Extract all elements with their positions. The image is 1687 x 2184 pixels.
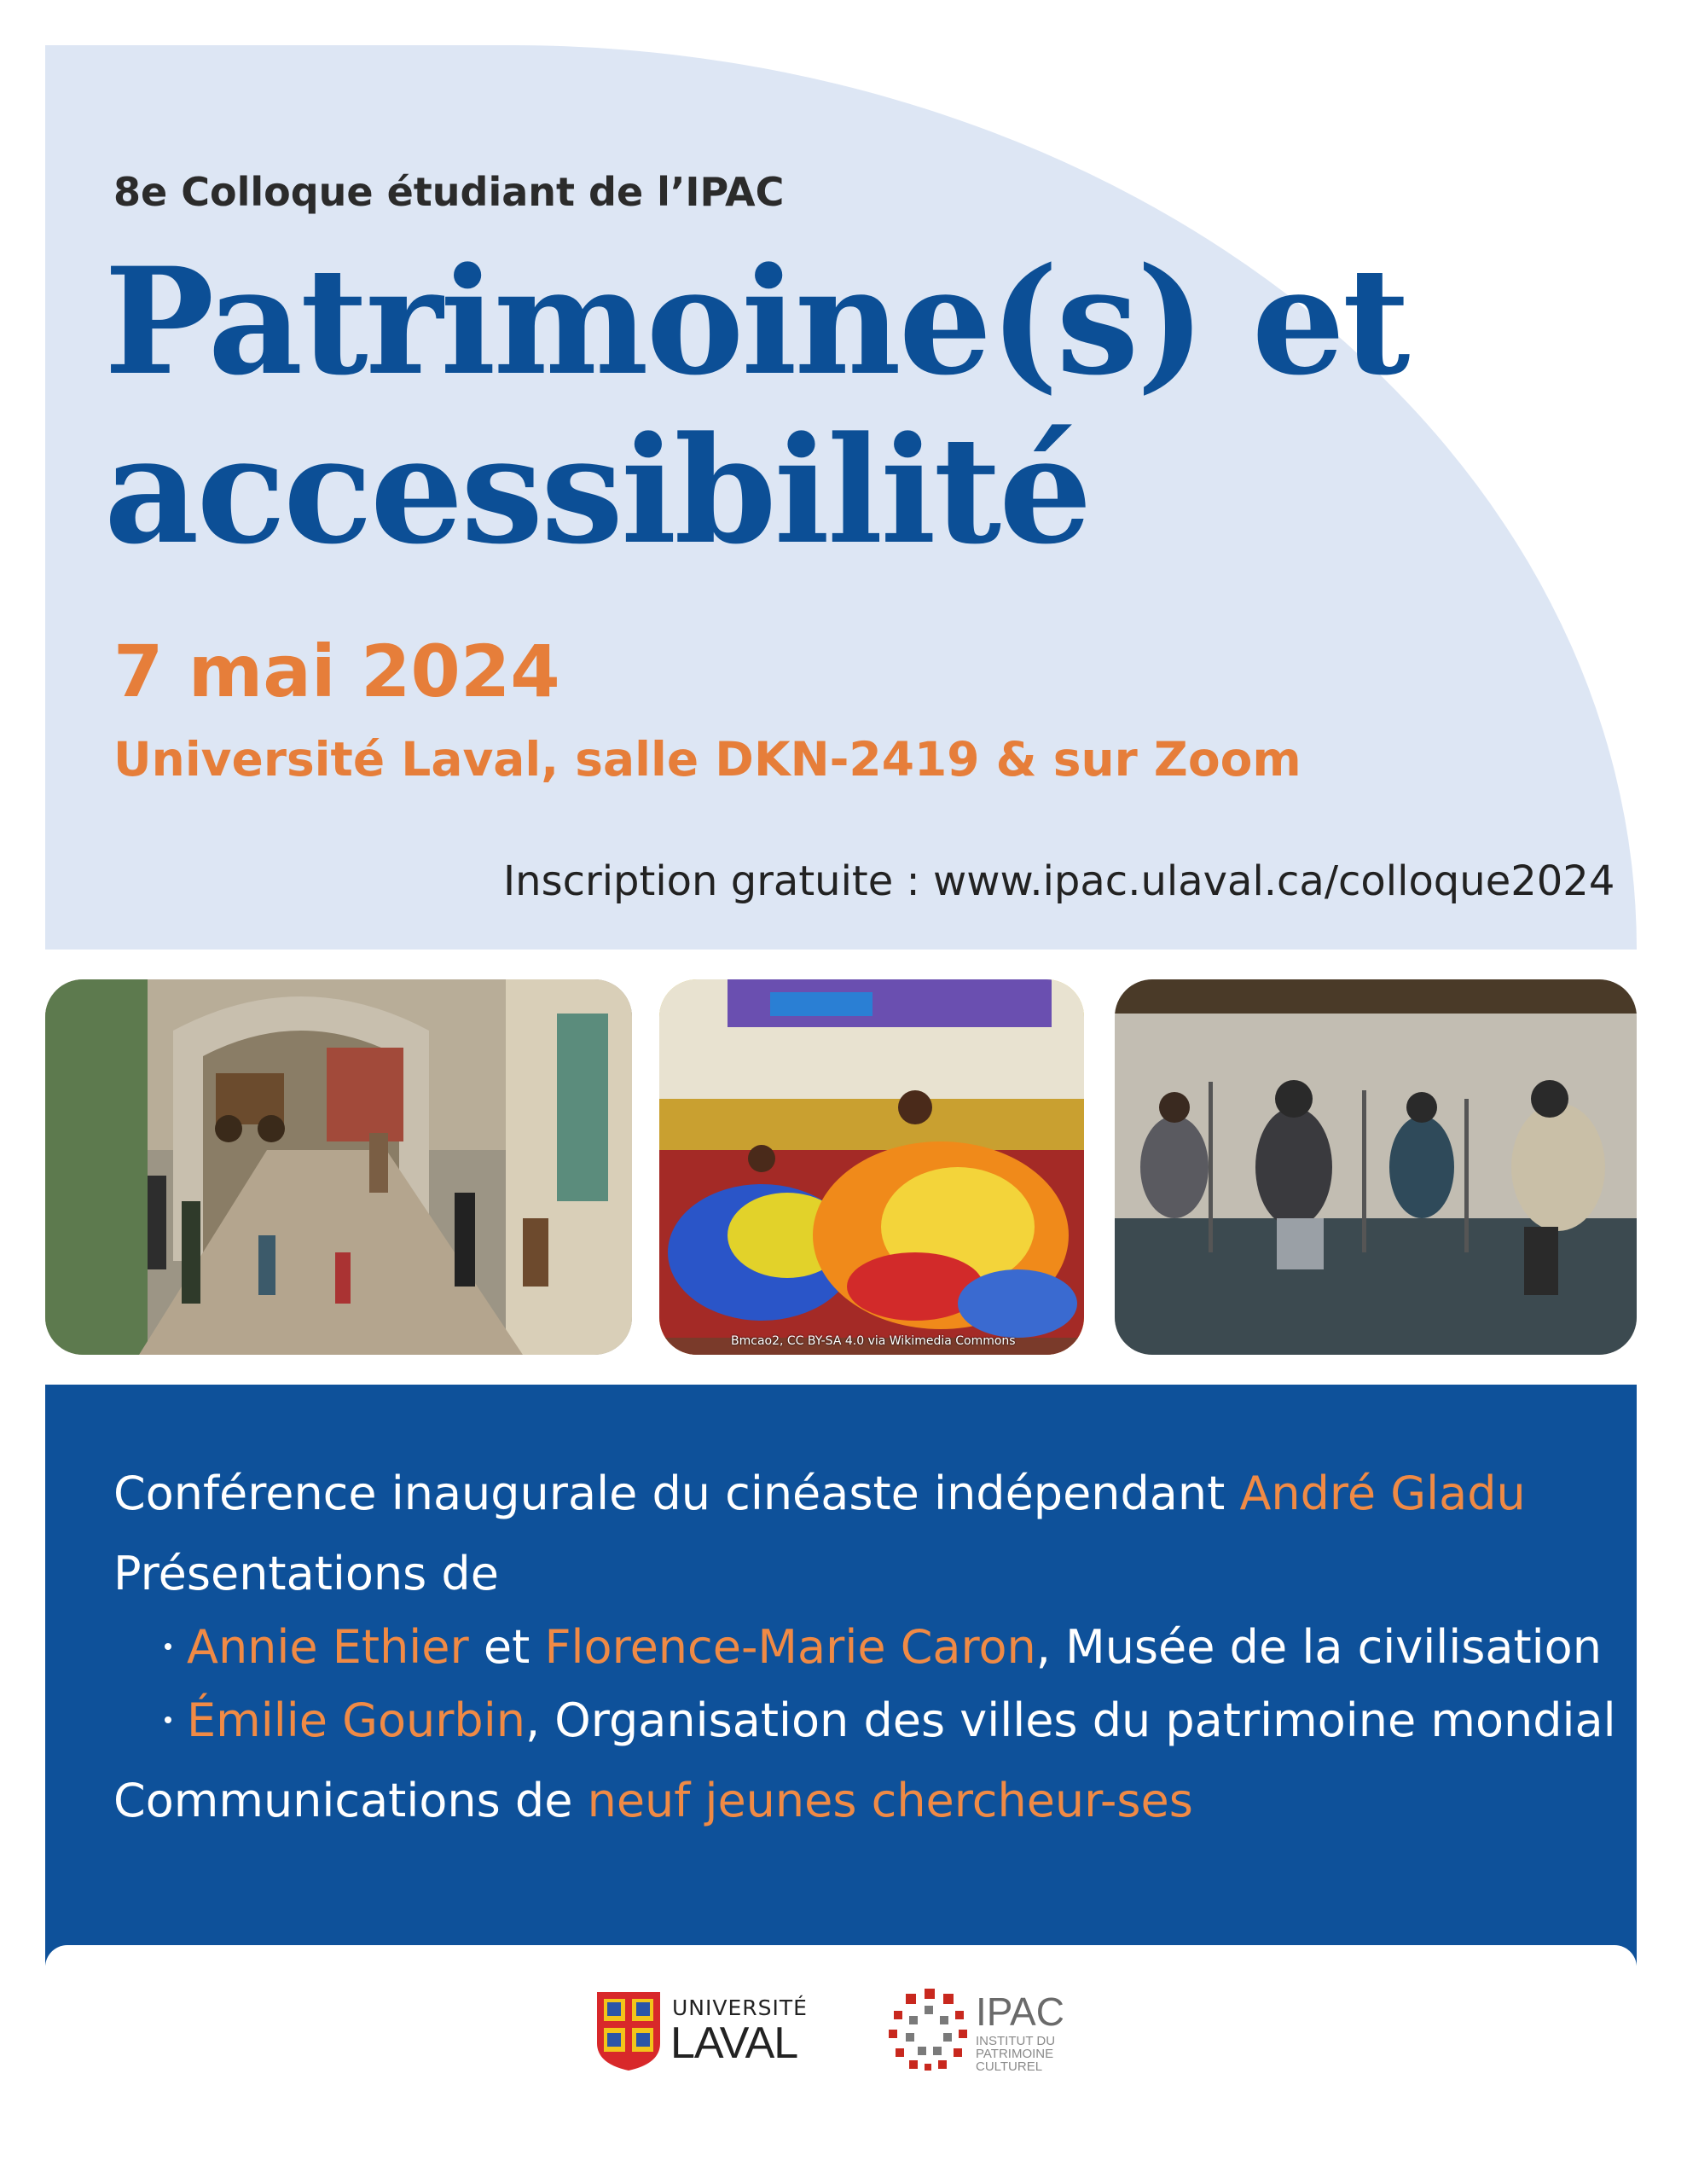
- keynote-line: Conférence inaugurale du cinéaste indépendant André Gladu: [113, 1467, 1526, 1520]
- photo-mural: [45, 979, 632, 1355]
- laval-logo-small-text: UNIVERSITÉ: [672, 1995, 808, 2020]
- universite-laval-logo: [595, 1990, 808, 2072]
- ipac-logo: [884, 1985, 1071, 2079]
- photo-vr: [1115, 979, 1637, 1355]
- event-venue: Université Laval, salle DKN-2419 & sur Zoom: [113, 732, 1301, 787]
- presentations-heading: Présentations de: [113, 1547, 499, 1600]
- event-date: 7 mai 2024: [113, 630, 560, 713]
- communications-line: Communications de neuf jeunes chercheur-ses: [113, 1774, 1193, 1827]
- bullet-icon: [165, 1716, 171, 1723]
- ipac-mark-icon: [884, 1985, 977, 2074]
- panel-divider: [45, 1945, 1637, 1988]
- ipac-logo-subtitle: INSTITUT DU PATRIMOINE CULTUREL: [976, 2034, 1056, 2074]
- event-title: Patrimoine(s) et accessibilité: [104, 235, 1408, 577]
- laval-logo-big-text: LAVAL: [670, 2018, 798, 2068]
- laval-shield-icon: [595, 1990, 662, 2072]
- photo-credit: Bmcao2, CC BY-SA 4.0 via Wikimedia Commons: [731, 1334, 1016, 1348]
- event-subtitle: 8e Colloque étudiant de l’IPAC: [113, 169, 785, 215]
- program-panel: [45, 1385, 1637, 1966]
- presentation-item: Annie Ethier et Florence-Marie Caron, Musée de la civilisation: [165, 1620, 1602, 1674]
- photo-carnival: [659, 979, 1084, 1355]
- registration-link[interactable]: Inscription gratuite : www.ipac.ulaval.ca/colloque2024: [503, 857, 1615, 905]
- presentation-item: Émilie Gourbin, Organisation des villes du patrimoine mondial: [165, 1693, 1616, 1747]
- bullet-icon: [165, 1643, 171, 1650]
- ipac-logo-title: IPAC: [976, 1989, 1064, 2034]
- keynote-speaker: André Gladu: [1239, 1467, 1526, 1520]
